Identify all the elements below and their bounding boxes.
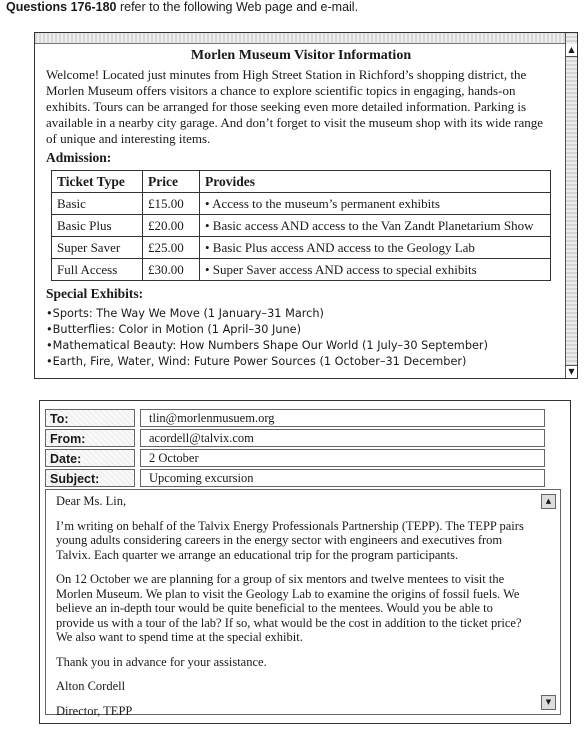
intro-paragraph: Welcome! Located just minutes from High Street Station in Richford’s shopping district, the Morlen Museum offers visitors a chance to explore scientific topics in engaging, hands-on exhibits. Tours can be arranged for those seeking even more detailed information. Parking is available in a nearby city garage. And don’t forget to visit the museum shop with its wide range of unique and interesting items. (46, 67, 544, 146)
web-content (46, 48, 556, 370)
sender-title: Director, TEPP (56, 703, 133, 718)
table-row (52, 193, 551, 215)
ticket-provides: • Access to the museum’s permanent exhibits (200, 193, 551, 215)
questions-header (6, 0, 358, 14)
page-title: Morlen Museum Visitor Information (190, 48, 412, 63)
date-label: Date: (45, 449, 135, 467)
col-ticket-type: Ticket Type (52, 171, 143, 193)
email-window (39, 400, 571, 724)
email-body[interactable] (45, 489, 561, 718)
col-price: Price (143, 171, 200, 193)
date-field[interactable]: 2 October (140, 449, 545, 467)
to-field[interactable]: tlin@morlenmusuem.org (140, 409, 545, 427)
email-paragraph-2: On 12 October we are planning for a group of six mentors and twelve mentees to visit the Morlen Museum. We plan to visit the Geology Lab to examine the origins of fossil fuels. We believe an in-depth tour would be quite beneficial to the mentees. Would you be able to provide us with a tour of the lab? If so, what would be the cost in addition to the ticket price? We also want to spend time at the special exhibit. (56, 572, 522, 644)
table-row (52, 259, 551, 281)
list-item: • Earth, Fire, Water, Wind: Future Power Sources (1 October–31 December) (46, 354, 556, 370)
ticket-price: £25.00 (143, 237, 200, 259)
list-item: • Mathematical Beauty: How Numbers Shape Our World (1 July–30 September) (46, 338, 556, 354)
questions-range: Questions 176-180 (6, 0, 117, 14)
questions-instruction: refer to the following Web page and e-mail. (119, 0, 359, 14)
sender-name: Alton Cordell (56, 679, 126, 693)
table-header-row (52, 171, 551, 193)
subject-label: Subject: (45, 469, 135, 487)
admission-table (51, 170, 551, 281)
ticket-provides: • Super Saver access AND access to special exhibits (200, 259, 551, 281)
from-field[interactable]: acordell@talvix.com (140, 429, 545, 447)
col-provides: Provides (200, 171, 551, 193)
email-paragraph-1: I’m writing on behalf of the Talvix Energy Professionals Partnership (TEPP). The TEPP pairs young adults considering careers in the energy sector with engineers and executives from Talvix. Each quarter we arrange an educational trip for the program participants. (56, 518, 524, 562)
scroll-down-arrow-icon[interactable]: ▼ (566, 365, 577, 378)
ticket-price: £15.00 (143, 193, 200, 215)
special-exhibits-heading: Special Exhibits: (46, 286, 144, 301)
ticket-type: Basic Plus (52, 215, 143, 237)
ticket-type: Super Saver (52, 237, 143, 259)
admission-heading: Admission: (46, 150, 112, 165)
ticket-type: Full Access (52, 259, 143, 281)
ticket-provides: • Basic Plus access AND access to the Geology Lab (200, 237, 551, 259)
ticket-type: Basic (52, 193, 143, 215)
exhibit-list (46, 306, 556, 370)
email-text (56, 494, 531, 718)
to-label: To: (45, 409, 135, 427)
email-thanks: Thank you in advance for your assistance. (56, 654, 267, 669)
browser-top-bar (35, 33, 577, 44)
subject-field[interactable]: Upcoming excursion (140, 469, 545, 487)
from-label: From: (45, 429, 135, 447)
scroll-up-icon[interactable]: ▲ (541, 494, 556, 509)
scroll-down-icon[interactable]: ▼ (541, 695, 556, 710)
scroll-up-arrow-icon[interactable]: ▲ (566, 44, 577, 57)
table-row (52, 215, 551, 237)
ticket-price: £20.00 (143, 215, 200, 237)
web-page-window (34, 32, 578, 379)
table-row (52, 237, 551, 259)
email-greeting: Dear Ms. Lin, (56, 494, 127, 508)
ticket-price: £30.00 (143, 259, 200, 281)
list-item: • Sports: The Way We Move (1 January–31 March) (46, 306, 556, 322)
list-item: • Butterflies: Color in Motion (1 April–30 June) (46, 322, 556, 338)
ticket-provides: • Basic access AND access to the Van Zandt Planetarium Show (200, 215, 551, 237)
web-scrollbar[interactable] (565, 33, 577, 378)
